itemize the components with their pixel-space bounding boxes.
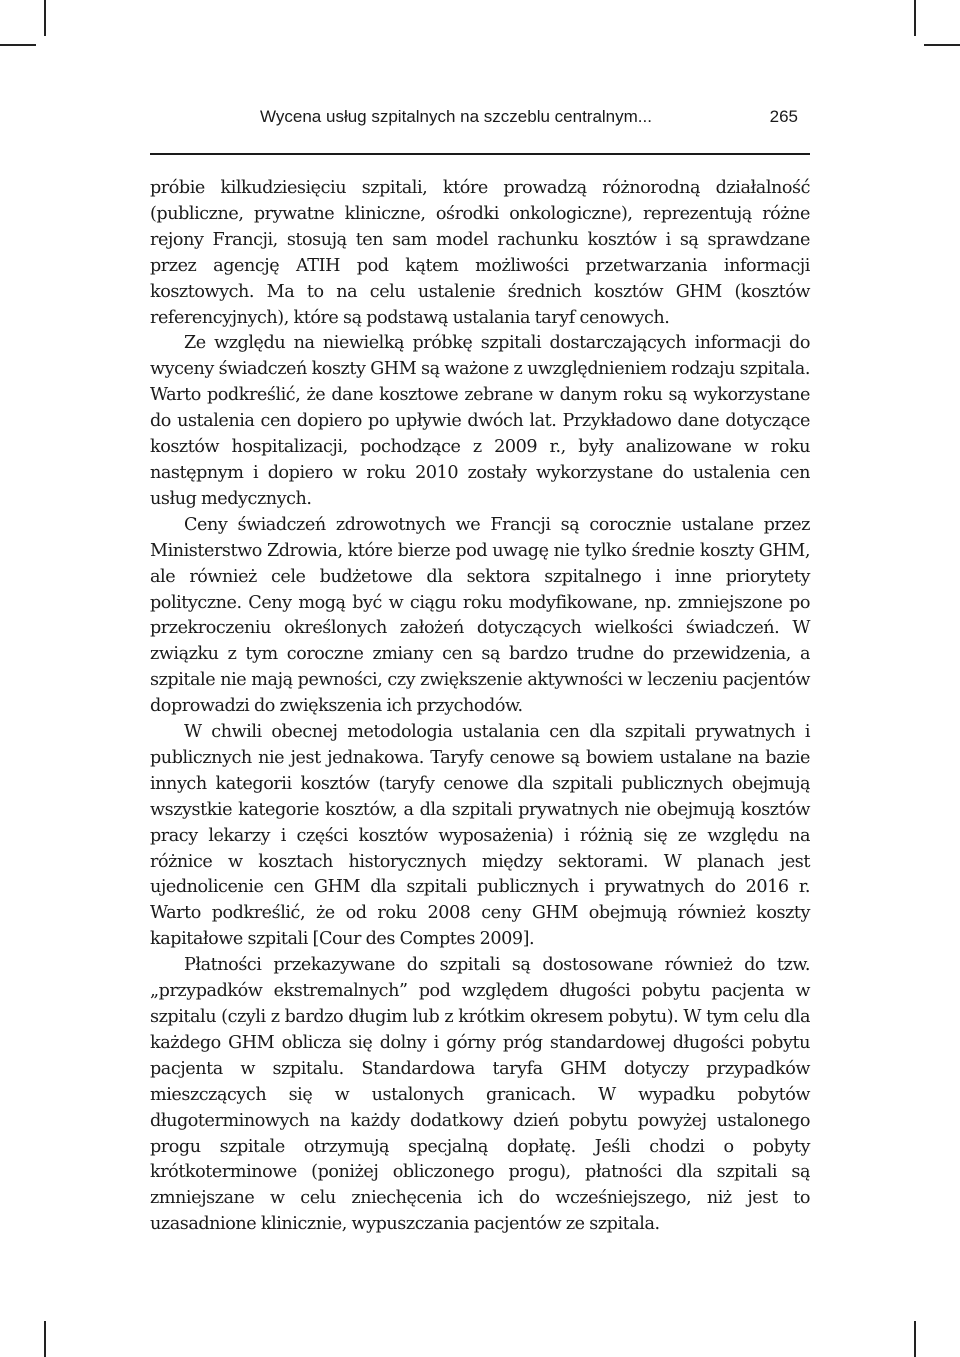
paragraph: Płatności przekazywane do szpitali są dostosowane również do tzw. „przypadków ekstremalnych” pod względem długości pobytu pacjenta w szpitalu (czyli z bardzo długim lub z krótkim okresem pobytu). W tym celu dla każdego GHM oblicza się dolny i górny próg standardowej długości pobytu pacjenta w szpitalu. Standardowa taryfa GHM dotyczy przypadków mieszczących się w ustalonych granicach. W wypadku pobytów długoterminowych na każdy dodatkowy dzień pobytu powyżej ustalonego progu szpitale otrzymują specjalną dopłatę. Jeśli chodzi o pobyty krótkoterminowe (poniżej obliczonego progu), płatności dla szpitali są zmniejszane w celu zniechęcenia ich do wcześniejszego, niż jest to uzasadnione klinicznie, wypuszczania pacjentów ze szpitala. [150, 955, 810, 1235]
crop-mark-right-top [924, 44, 960, 46]
running-header [150, 100, 810, 136]
header-title: Wycena usług szpitalnych na szczeblu centralnym... [260, 107, 652, 126]
body-text [150, 176, 810, 1238]
crop-mark-top-right [914, 0, 916, 36]
page-number: 265 [769, 107, 798, 126]
crop-mark-bottom-right [914, 1321, 916, 1357]
paragraph: W chwili obecnej metodologia ustalania cen dla szpitali prywatnych i publicznych nie jest jednakowa. Taryfy cenowe są bowiem ustalane na bazie innych kategorii kosztów (taryfy cenowe dla szpitali publicznych obejmują wszystkie kategorie kosztów, a dla szpitali prywatnych nie obejmują kosztów pracy lekarzy i części kosztów wyposażenia) i różnią się ze względu na różnice w kosztach historycznych między sektorami. W planach jest ujednolicenie cen GHM dla szpitali publicznych i prywatnych do 2016 r. Warto podkreślić, że od roku 2008 ceny GHM obejmują również koszty kapitałowe szpitali [Cour des Comptes 2009]. [150, 722, 810, 950]
crop-mark-top-left [44, 0, 46, 36]
crop-mark-left-top [0, 44, 36, 46]
header-rule [150, 153, 810, 155]
crop-mark-bottom-left [44, 1321, 46, 1357]
paragraph: Ceny świadczeń zdrowotnych we Francji są corocznie ustalane przez Ministerstwo Zdrowia, które bierze pod uwagę nie tylko średnie koszty GHM, ale również cele budżetowe dla sektora szpitalnego i inne priorytety polityczne. Ceny mogą być w ciągu roku modyfikowane, np. zmniejszone po przekroczeniu określonych założeń dotyczących wielkości świadczeń. W związku z tym coroczne zmiany cen są bardzo trudne do przewidzenia, a szpitale nie mają pewności, czy zwiększenie aktywności w leczeniu pacjentów doprowadzi do zwiększenia ich przychodów. [150, 514, 810, 717]
paragraph: Ze względu na niewielką próbkę szpitali dostarczających informacji do wyceny świadczeń koszty GHM są ważone z uwzględnieniem rodzaju szpitala. Warto podkreślić, że dane kosztowe zebrane w danym roku są wykorzystane do ustalenia cen dopiero po upływie dwóch lat. Przykładowo dane dotyczące kosztów hospitalizacji, pochodzące z 2009 r., były analizowane w roku następnym i dopiero w roku 2010 zostały wykorzystane do ustalenia cen usług medycznych. [150, 333, 810, 509]
paragraph: próbie kilkudziesięciu szpitali, które prowadzą różnorodną działalność (publiczne, prywatne kliniczne, ośrodki onkologiczne), reprezentują różne rejony Francji, stosują ten sam model rachunku kosztów i są sprawdzane przez agencję ATIH pod kątem możliwości przetwarzania informacji kosztowych. Ma to na celu ustalenie średnich kosztów GHM (kosztów referencyjnych), które są podstawą ustalania taryf cenowych. [150, 178, 810, 328]
